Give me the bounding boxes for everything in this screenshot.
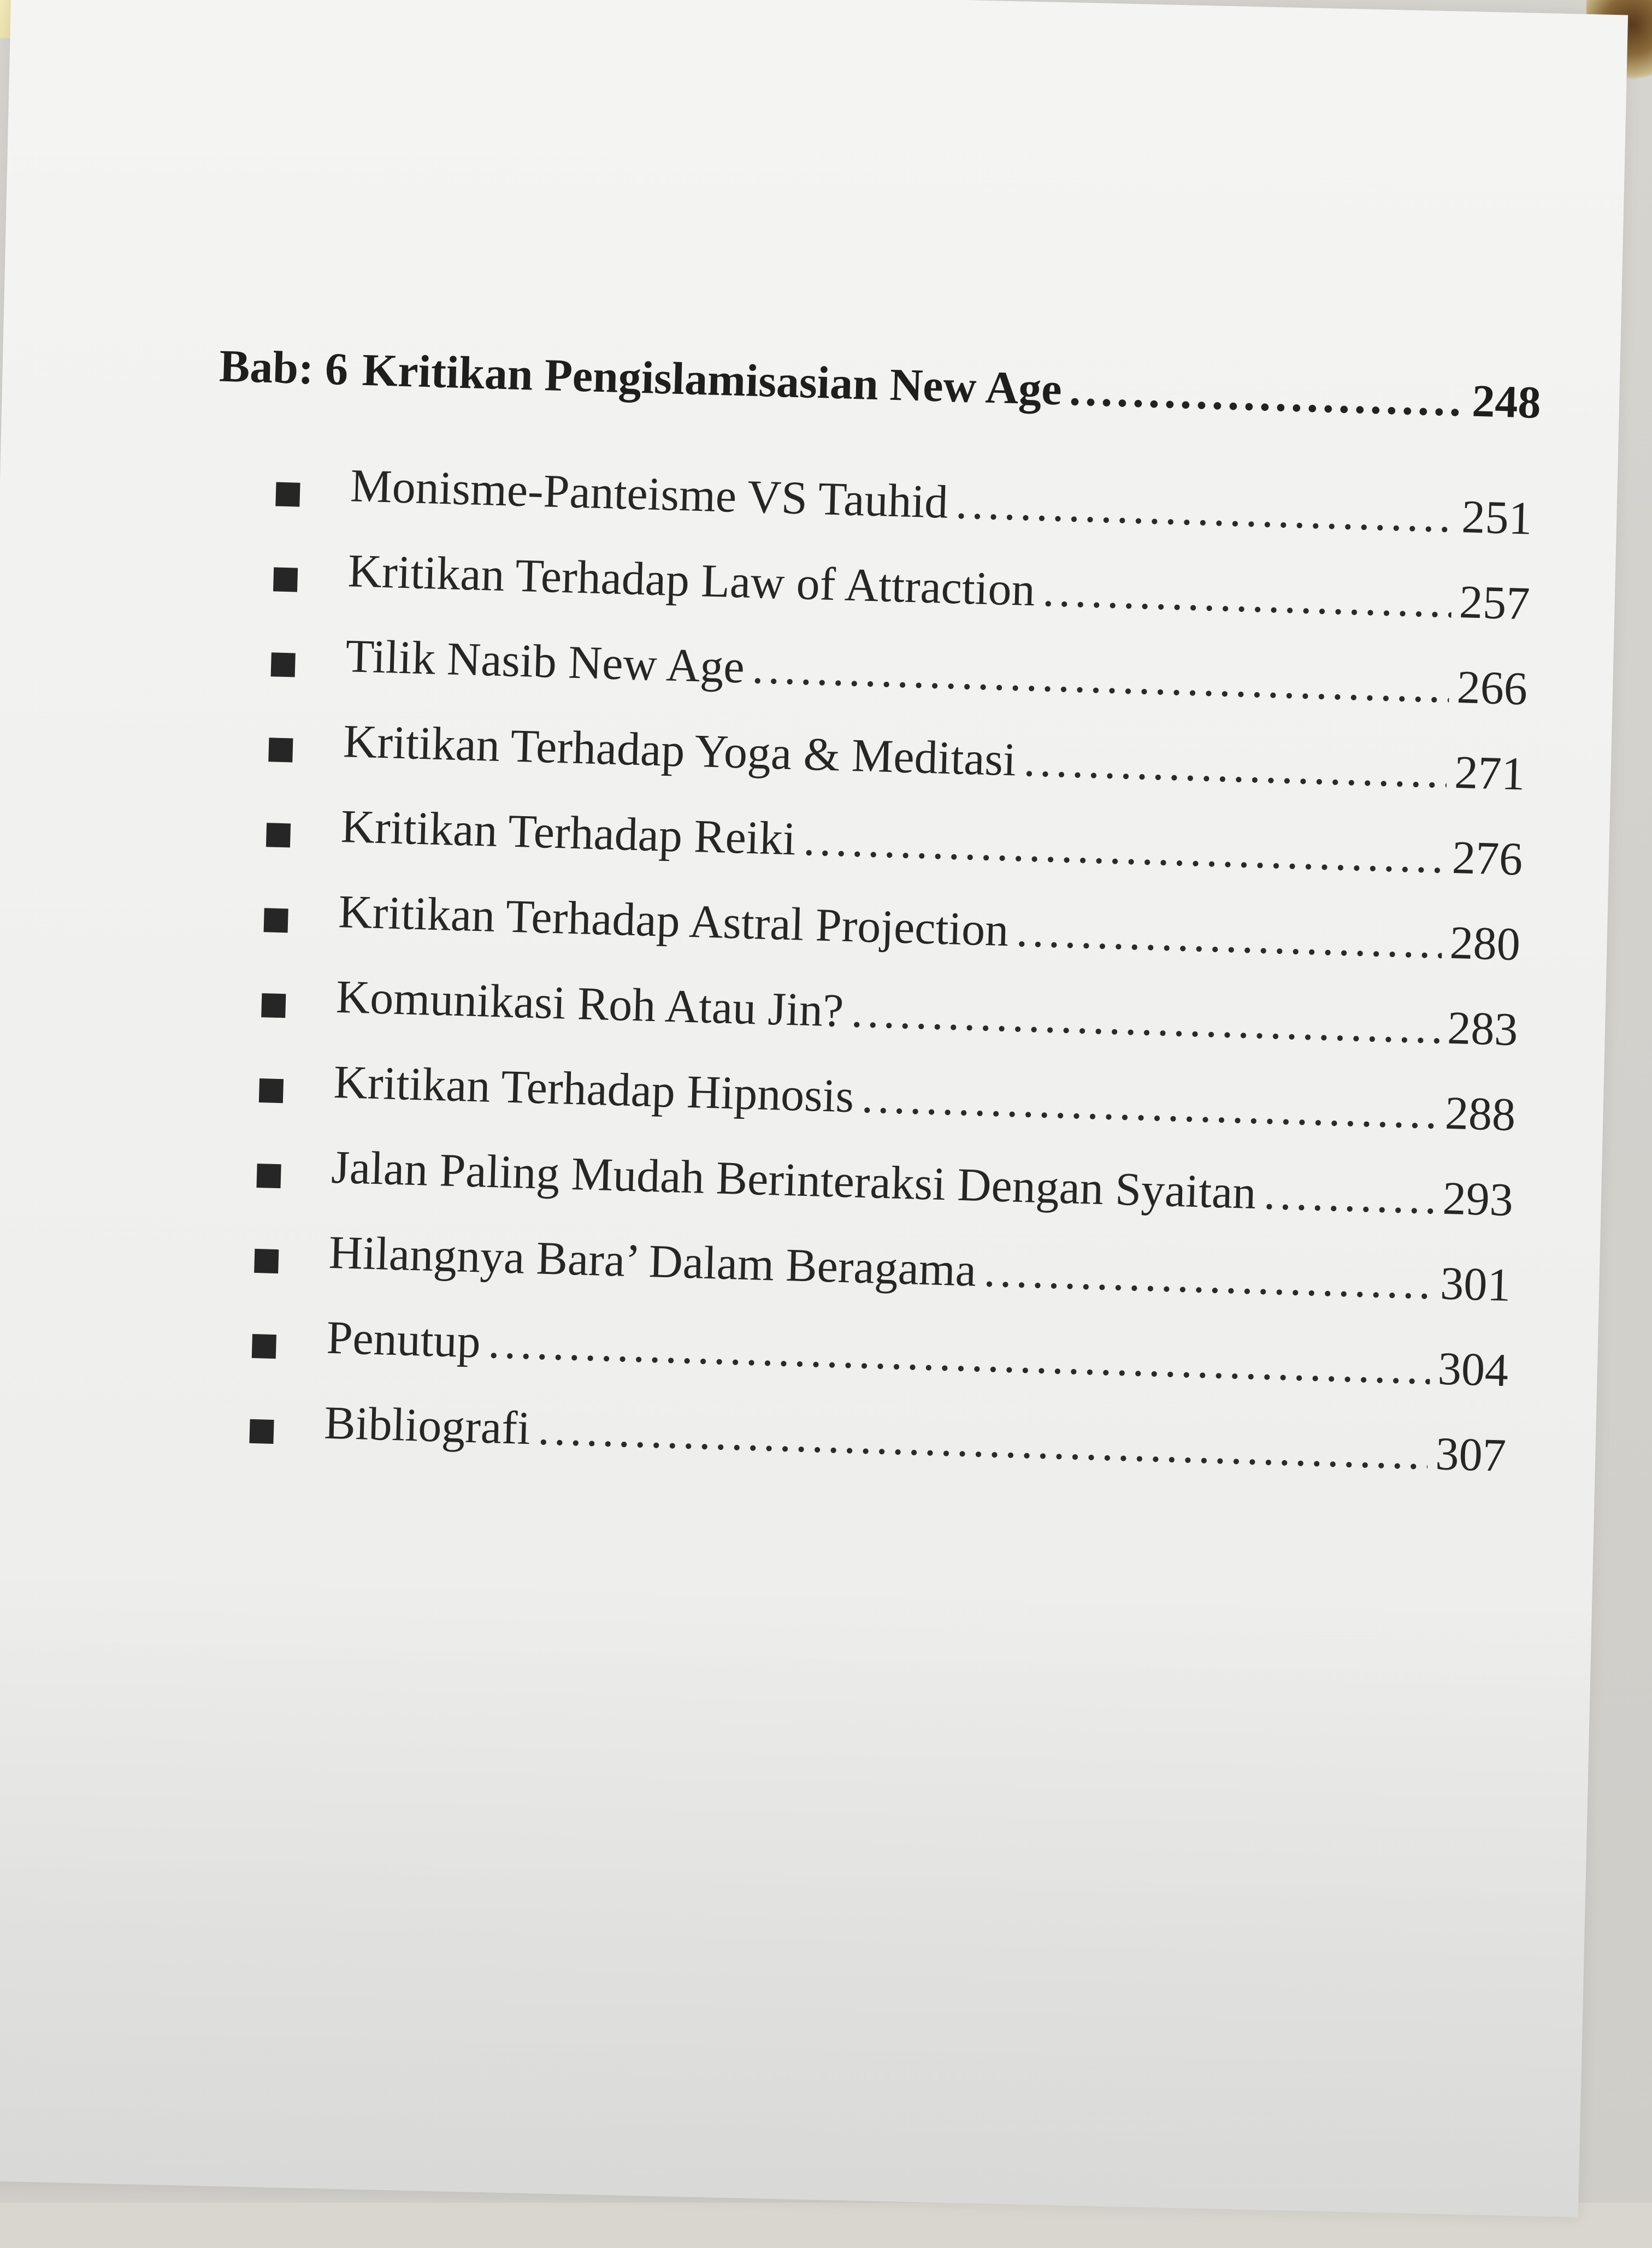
toc-entry-page: 293 xyxy=(1442,1171,1514,1226)
toc-entry-page: 280 xyxy=(1449,916,1521,971)
square-bullet-icon xyxy=(261,993,286,1018)
toc-entry-title: Jalan Paling Mudah Berinteraksi Dengan Syaitan xyxy=(331,1140,1257,1219)
dot-leader xyxy=(1042,563,1452,629)
square-bullet-icon xyxy=(252,1334,276,1359)
toc-entry-page: 266 xyxy=(1456,660,1529,715)
toc-entry-title: Penutup xyxy=(326,1311,482,1368)
chapter-heading xyxy=(218,339,1541,442)
chapter-page-number: 248 xyxy=(1471,375,1542,429)
toc-entry-title: Bibliografi xyxy=(323,1396,532,1455)
toc-entry-page: 251 xyxy=(1461,490,1533,545)
toc-entry-title: Kritikan Terhadap Reiki xyxy=(340,800,797,865)
dot-leader xyxy=(955,475,1455,543)
square-bullet-icon xyxy=(256,1164,281,1188)
toc-entry-title: Kritikan Terhadap Yoga & Meditasi xyxy=(343,715,1017,786)
toc-entry-page: 283 xyxy=(1447,1001,1519,1056)
toc-entry-list xyxy=(249,456,1533,1513)
toc-entry-title: Kritikan Terhadap Hipnosis xyxy=(333,1055,855,1123)
toc-entry-page: 304 xyxy=(1437,1342,1509,1397)
dot-leader xyxy=(1069,363,1465,427)
square-bullet-icon xyxy=(266,823,291,847)
square-bullet-icon xyxy=(268,737,293,762)
chapter-label: Bab: 6 xyxy=(219,340,349,396)
toc-entry-page: 307 xyxy=(1435,1427,1507,1482)
toc-entry-page: 288 xyxy=(1444,1086,1517,1141)
toc-entry-page: 301 xyxy=(1439,1256,1512,1312)
toc-entry-page: 271 xyxy=(1454,745,1526,800)
square-bullet-icon xyxy=(271,652,296,677)
square-bullet-icon xyxy=(264,908,288,933)
toc-entry-page: 276 xyxy=(1451,830,1524,886)
toc-entry-title: Tilik Nasib New Age xyxy=(345,629,746,693)
toc-entry-title: Monisme-Panteisme VS Tauhid xyxy=(350,459,949,528)
toc-entry-title: Kritikan Terhadap Law of Attraction xyxy=(347,544,1036,616)
square-bullet-icon xyxy=(254,1249,279,1273)
toc-entry-title: Kritikan Terhadap Astral Projection xyxy=(338,884,1010,957)
dot-leader xyxy=(1263,1165,1436,1225)
chapter-title: Kritikan Pengislamisasian New Age xyxy=(361,344,1063,415)
toc-entry-title: Hilangnya Bara’ Dalam Beragama xyxy=(328,1225,977,1296)
dot-leader xyxy=(1023,733,1448,799)
toc-entry-page: 257 xyxy=(1458,575,1531,630)
square-bullet-icon xyxy=(275,482,300,506)
square-bullet-icon xyxy=(259,1078,284,1103)
toc-entry-title: Komunikasi Roh Atau Jin? xyxy=(335,970,845,1037)
square-bullet-icon xyxy=(273,567,298,592)
dot-leader xyxy=(1016,903,1443,970)
square-bullet-icon xyxy=(249,1419,274,1444)
